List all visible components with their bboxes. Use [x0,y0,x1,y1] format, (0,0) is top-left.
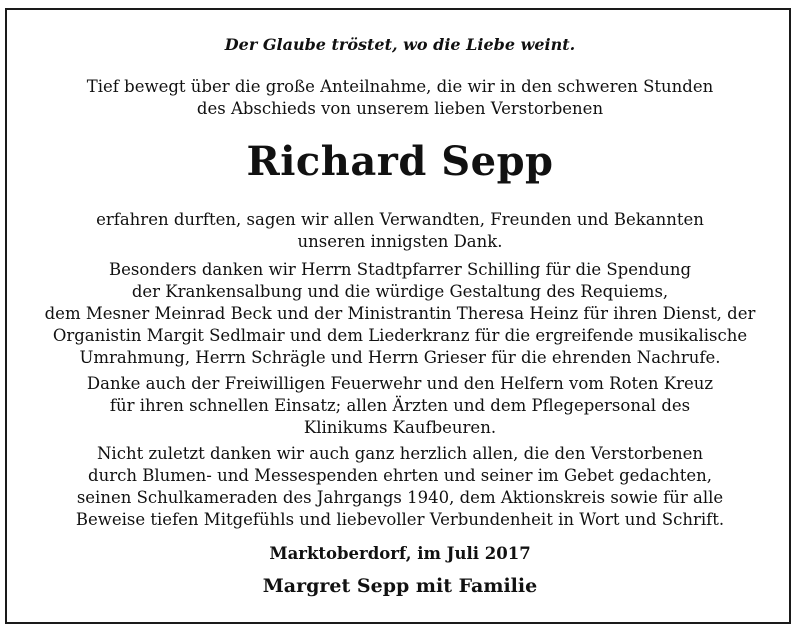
body-line: dem Mesner Meinrad Beck und der Ministrantin Theresa Heinz für ihren Dienst, der [44,304,756,323]
body-line: der Krankensalbung und die würdige Gestaltung des Requiems, [131,282,669,301]
body-line: Nicht zuletzt danken wir auch ganz herzlich allen, die den Verstorbenen [96,444,704,463]
body-line: Umrahmung, Herrn Schrägle und Herrn Grieser für die ehrenden Nachrufe. [79,348,721,367]
body-line: erfahren durften, sagen wir allen Verwandten, Freunden und Bekannten [96,210,704,229]
place-date: Marktoberdorf, im Juli 2017 [269,544,531,563]
deceased-name: Richard Sepp [246,138,554,185]
body-line: seinen Schulkameraden des Jahrgangs 1940, dem Aktionskreis sowie für alle [76,488,724,507]
body-line: Besonders danken wir Herrn Stadtpfarrer Schilling für die Spendung [108,260,692,279]
intro-line-1: Tief bewegt über die große Anteilnahme, die wir in den schweren Stunden [86,77,714,96]
body-line: durch Blumen- und Messespenden ehrten und seiner im Gebet gedachten, [88,466,712,485]
signature: Margret Sepp mit Familie [262,575,538,597]
body-line: Organistin Margit Sedlmair und dem Liederkranz für die ergreifende musikalische [52,326,748,345]
motto: Der Glaube tröstet, wo die Liebe weint. [224,35,576,54]
body-line: unseren innigsten Dank. [297,232,503,251]
body-line: Danke auch der Freiwilligen Feuerwehr und den Helfern vom Roten Kreuz [86,374,714,393]
body-line: Klinikums Kaufbeuren. [303,418,497,437]
body-line: Beweise tiefen Mitgefühls und liebevoller Verbundenheit in Wort und Schrift. [75,510,725,529]
intro-line-2: des Abschieds von unserem lieben Verstorbenen [196,99,604,118]
body-line: für ihren schnellen Einsatz; allen Ärzten und dem Pflegepersonal des [109,396,691,415]
